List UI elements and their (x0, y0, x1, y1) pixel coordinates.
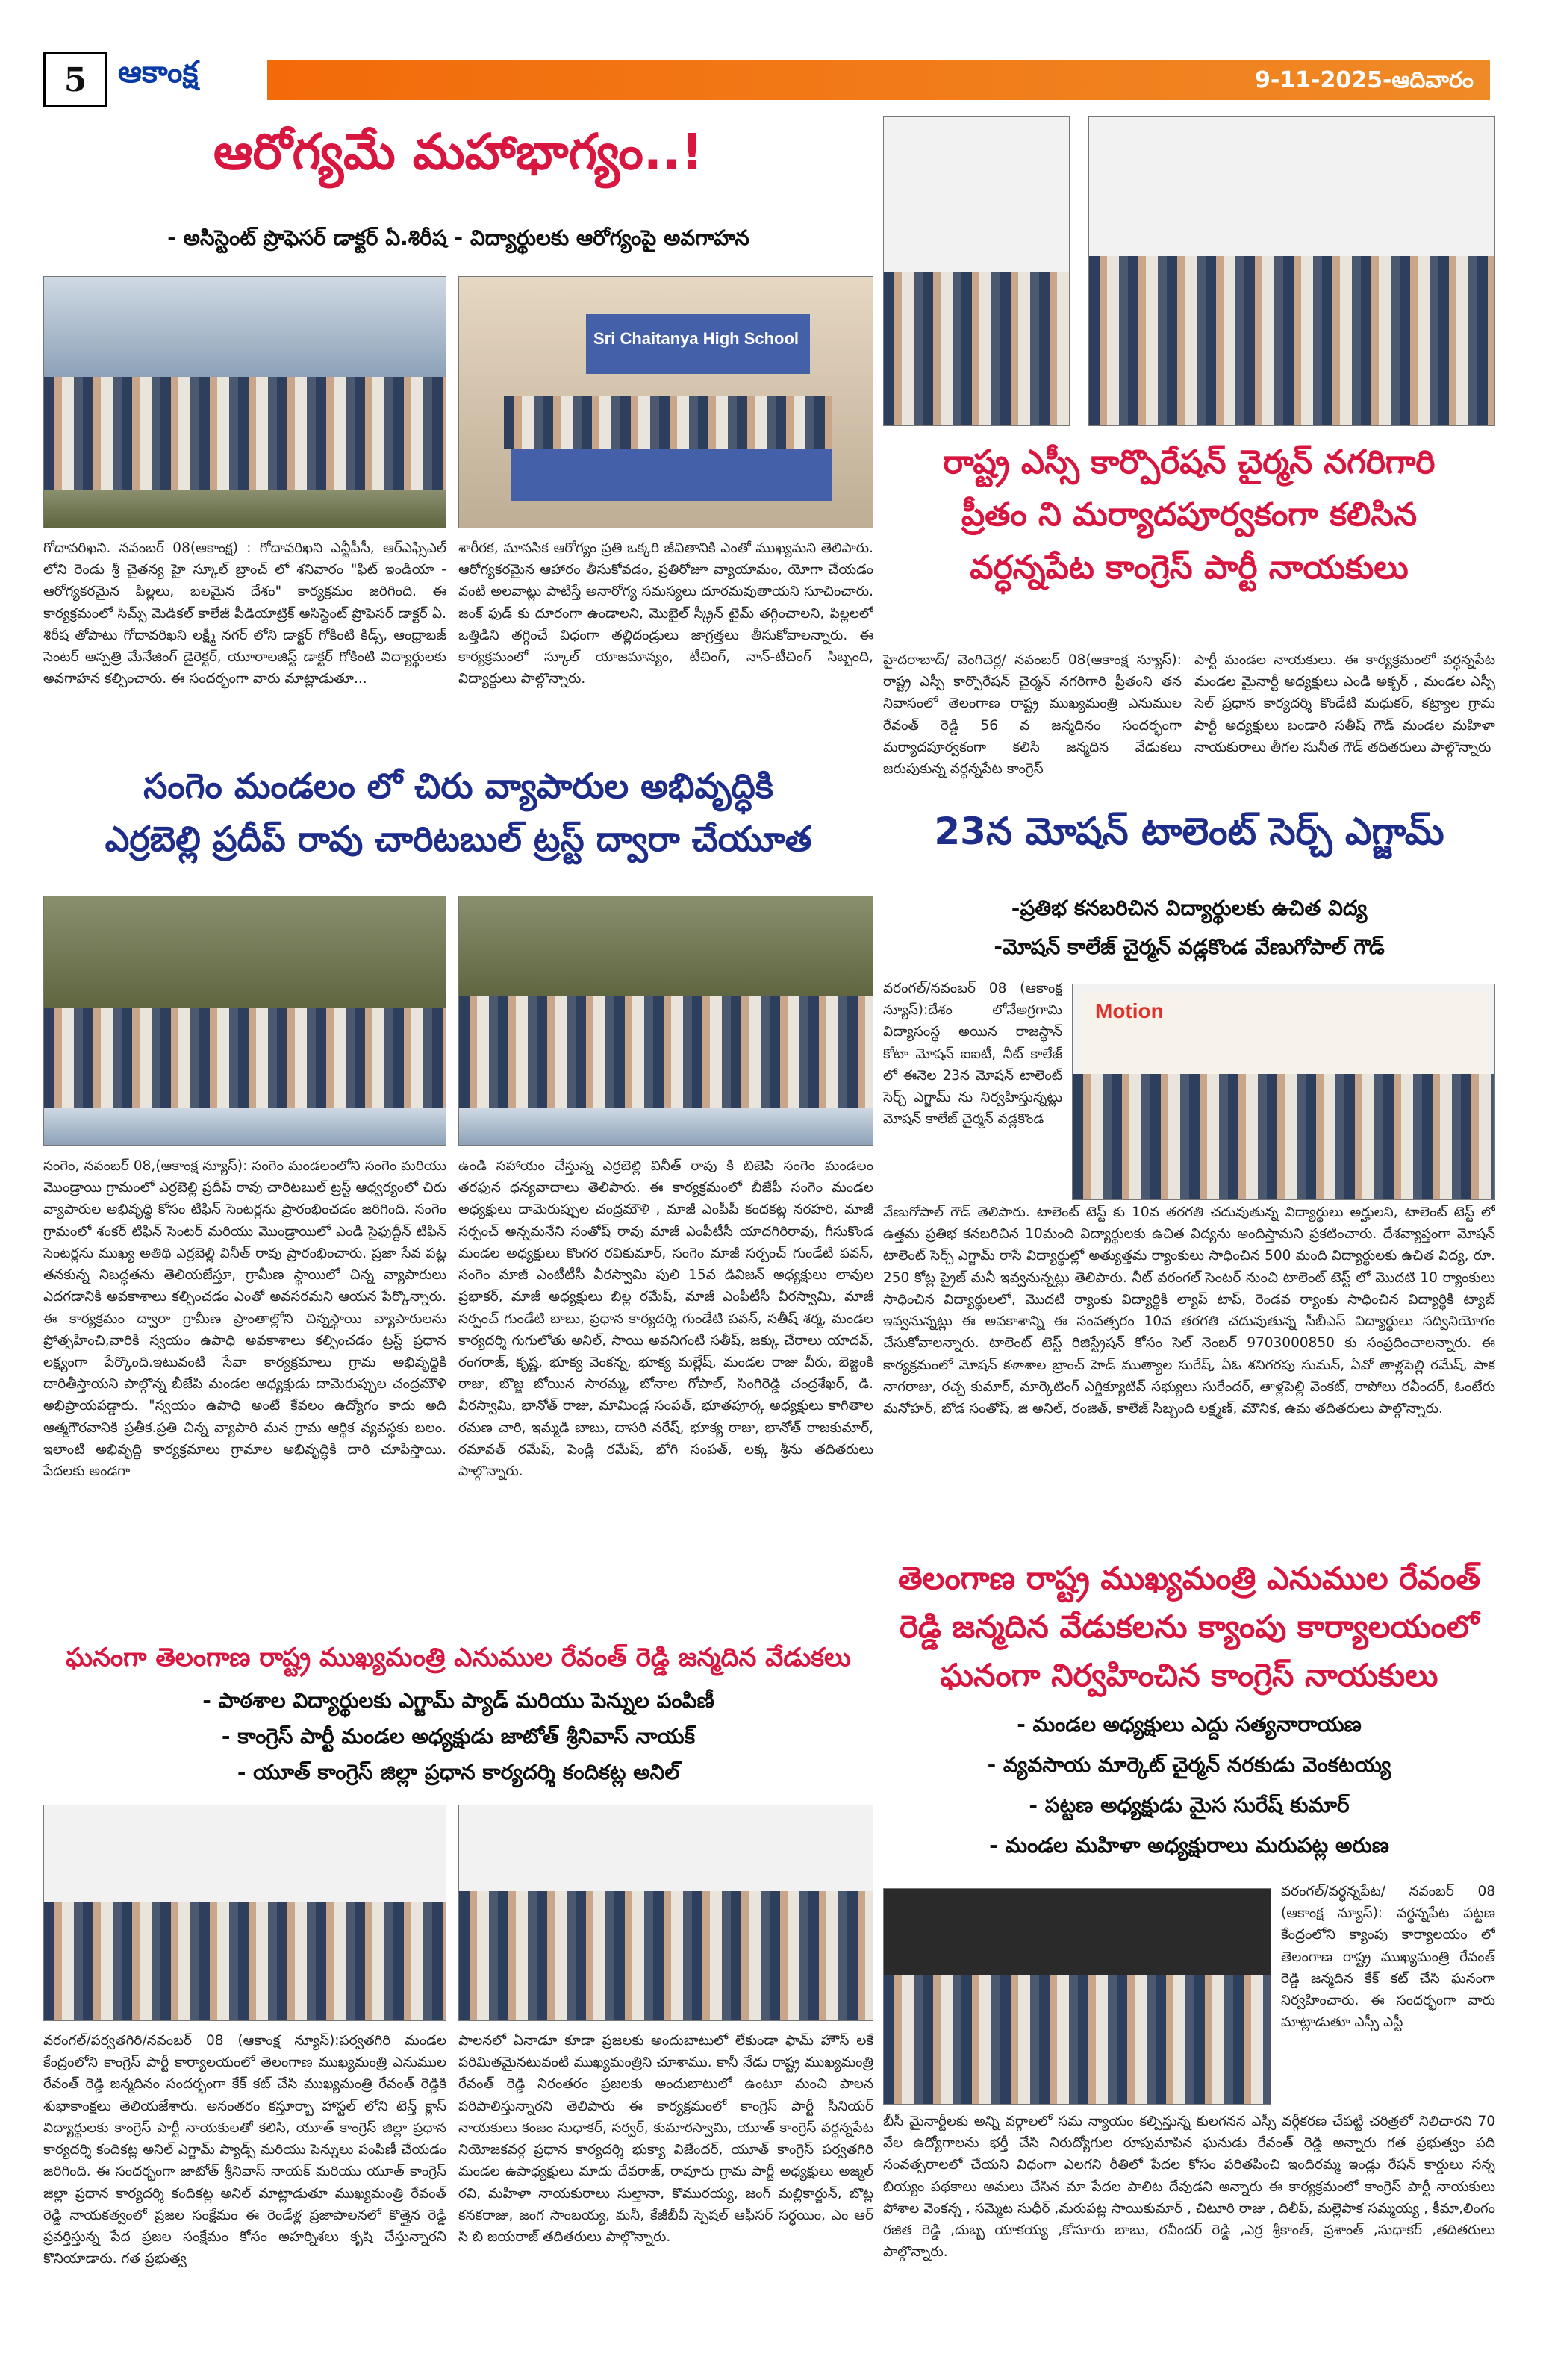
story6-sub4: - మండల మహిళా అధ్యక్షురాలు మరుపట్ల అరుణ (989, 1833, 1389, 1858)
story2-photo-right (1088, 116, 1495, 426)
paper-logo: ఆకాంక్ష (118, 55, 199, 90)
story5-sub2: - కాంగ్రెస్ పార్టీ మండల అధ్యక్షుడు జాటోత్ శ్రీనివాస్ నాయక్ (221, 1724, 696, 1749)
story3-col2: ఉండి సహాయం చేస్తున్న ఎర్రబెల్లి వినీత్ రావు కి బిజెపి సంగెం మండలం తరఫున ధన్యవాదాలు తెలిపారు. ఈ కార్యక్రమంలో బీజేపీ సంగెం మండల అధ్యక్షులు దామెరుప్పుల చంద్రమౌళి , మాజీ ఎంపీపీ కందకట్ల నరహరి, మాజీ సర్పంచ్ అన్నమనేని సంతోష్ రావు మాజీ ఎంపీటీసీ యాదగిరిరావు, గీసుకొండ మండల అధ్యక్షులు కొంగర రవికుమార్, సంగెం మాజీ సర్పంచ్ గుండేటి పవన్, సంగెం మాజీ ఎంటీటీసీ వీరస్వామి పులి 15వ డివిజన్ అధ్యక్షులు లావుల ప్రభాకర్, మాజీ అధ్యక్షులు బిల్ల రమేష్, మాజీ ఎంపీటీసీ వీరస్వామి, మాజీ సర్పంచ్ గుండేటి బాబు, ప్రధాన కార్యదర్శి గుండేటి పవన్, సతీష్ శర్మ, మండల కార్యదర్శి గుగులోతు అనిల్, సాయి అవనిగంటి సతీష్, జక్కు చేరాలు యాదవ్, రంగరాజ్, కృష్ణ, భూక్య వెంకన్న, భూక్య మల్లేష్, మండల రాజు వీరు, బెజ్జంకి రాజు, బొజ్జ బోయిన సారమ్మ, బోనాల గోపాల్, సింగిరెడ్డి చంద్రశేఖర్, డి. వీరస్వామి, భానోత్ రాజు, మామిండ్ల సంపత్, భూతపూర్క అధ్యక్షులు కాగితాల రమణ చారి, ఇమ్మడి బాబు, దాసరి నరేష్, భూక్య రాజు, భానోత్ రాజకుమార్, రమావత్ రమేష్, పెండ్లి రమేష్, భోగి సంపత్, లక్క శ్రీను తదితరులు పాల్గొన్నారు. (458, 1158, 873, 1480)
story4-photo (1072, 984, 1495, 1200)
story3-headline (43, 760, 873, 866)
story5-photo-left (43, 1805, 446, 2021)
story6-sub1: - మండల అధ్యక్షులు ఎద్దు సత్యనారాయణ (1017, 1712, 1362, 1737)
issue-date: 9-11-2025-ఆదివారం (1254, 67, 1474, 93)
story6-sub3: - పట్టణ అధ్యక్షుడు మైస సురేష్ కుమార్ (1029, 1793, 1350, 1817)
story2-headline-l2: ప్రీతం ని మర్యాదపూర్వకంగా కలిసిన (961, 496, 1418, 534)
story2-photo-left (883, 116, 1070, 426)
story3-headline-l2: ఎర్రబెల్లి ప్రదీప్ రావు చారిటబుల్ ట్రస్ట్ ద్వారా చేయూత (105, 819, 812, 860)
story4-sub2: -మోషన్ కాలేజ్ చైర్మన్ వడ్లకొండ వేణుగోపాల్ గౌడ్ (994, 934, 1385, 959)
story2-headline (883, 437, 1495, 594)
story3-photo-left (43, 896, 446, 1146)
story6-headline-l3: ఘనంగా నిర్వహించిన కాంగ్రెస్ నాయకులు (940, 1657, 1438, 1694)
masthead (43, 52, 1490, 107)
story6-headline-l2: రెడ్డి జన్మదిన వేడుకలను క్యాంపు కార్యాలయంలో (899, 1608, 1480, 1646)
story6-narrow: వరంగల్/వర్ధన్నపేట/ నవంబర్ 08 (ఆకాంక్ష న్యూస్): వర్ధన్నపేట పట్టణ కేంద్రంలోని క్యాంపు కార్యాలయం లో తెలంగాణ రాష్ట్ర ముఖ్యమంత్రి రేవంత్ రెడ్డి జన్మదిన కేక్ కట్ చేసి ఘనంగా నిర్వహించారు. ఈ సందర్భంగా వారు మాట్లాడుతూ ఎస్సీ ఎస్టీ (1281, 1884, 1495, 2031)
story6-headline (883, 1554, 1495, 1699)
story4-wide: వేణుగోపాల్ గౌడ్ తెలిపారు. టాలెంట్ టెస్ట్ కు 10వ తరగతి చదువుతున్న విద్యార్థులు అర్హులని, టాలెంట్ టెస్ట్ లో ఉత్తమ ప్రతిభ కనబరిచిన 10మంది విద్యార్థులకు ఉచిత విద్యను అందిస్తామని ప్రకటించారు. దేశవ్యాప్తంగా మోషన్ టాలెంట్ సెర్చ్ ఎగ్జామ్ రాసే విద్యార్థుల్లో అత్యుత్తమ ర్యాంకులు సాధించిన 500 మంది విద్యార్థులకు ఉచిత విద్య, రూ. 250 కోట్ల ప్రైజ్ మనీ ఇవ్వనున్నట్లు తెలిపారు. నీట్ వరంగల్ సెంటర్ నుంచి టాలెంట్ టెస్ట్ లో మొదటి 10 ర్యాంకులు సాధించిన విద్యార్థులలో, మొదటి ర్యాంకు విద్యార్థికి ల్యాప్ టాప్, రెండవ ర్యాంకు సాధించిన విద్యార్థికి ట్యాబ్ ఇవ్వనున్నట్లు ఈ అవకాశాన్ని ఈ సంవత్సరం 10వ తరగతి చదువుతున్న సీబీఎస్ విద్యార్థులు సద్వినియోగం చేసుకోవాలన్నారు. టాలెంట్ టెస్ట్ రిజిస్ట్రేషన్ కోసం సెల్ నెంబర్ 9703000850 కు సంప్రదించాలన్నారు. ఈ కార్యక్రమంలో మోషన్ కళాశాల బ్రాంచ్ హెడ్ ముత్యాల సురేష్, ఏఓ శనిగరపు సుమన్, ఏవో తాళ్లపెల్లి రమేష్, పాక నాగరాజు, రచ్చ కుమార్, మార్కెటింగ్ ఎగ్జిక్యూటివ్ సభ్యులు సురేందర్, తాళ్లపెల్లి వెంకట్, రాపోలు రవీందర్, ఓంటేరు మనోహర్, బోడ సంతోష్, జి అనిల్, రంజిత్, కాలేజ్ సిబ్బంది లక్ష్మణ్, మౌనిక, ఉమ తదితరులు పాల్గొన్నారు. (883, 1205, 1495, 1417)
story5-sub1: - పాఠశాల విద్యార్థులకు ఎగ్జామ్ ప్యాడ్ మరియు పెన్నుల పంపిణీ (202, 1688, 714, 1713)
story2-col2: పార్టీ మండల నాయకులు. ఈ కార్యక్రమంలో వర్ధన్నపేట మండల మైనార్టీ అధ్యక్షులు ఎండి అక్బర్ , మండల ఎస్సీ సెల్ ప్రధాన కార్యదర్శి కొండేటి మధుకర్, కట్ర్యాల గ్రామ పార్టీ అధ్యక్షులు బండారి సతీష్ గౌడ్ మండల మహిళా నాయకురాలు తీగల సునీత గౌడ్ తదితరులు పాల్గొన్నారు (1194, 652, 1495, 755)
story5-sub3: - యూత్ కాంగ్రెస్ జిల్లా ప్రధాన కార్యదర్శి కందికట్ల అనిల్ (237, 1760, 680, 1784)
story3-headline-l1: సంగెం మండలం లో చిరు వ్యాపారుల అభివృద్ధికి (143, 766, 773, 806)
story2-headline-l1: రాష్ట్ర ఎస్సీ కార్పొరేషన్ చైర్మన్ నగరిగారి (943, 443, 1436, 481)
story4-sub1: -ప్రతిభ కనబరిచిన విద్యార్థులకు ఉచిత విద్య (1011, 896, 1368, 920)
story6-photo (883, 1888, 1271, 2105)
header-bar (267, 60, 1490, 100)
story1-headline: ఆరోగ్యమే మహాభాగ్యం..! (213, 123, 704, 181)
story4-headline: 23న మోషన్ టాలెంట్ సెర్చ్ ఎగ్జామ్ (934, 810, 1444, 853)
story2-headline-l3: వర్ధన్నపేట కాంగ్రెస్ పార్టీ నాయకులు (970, 548, 1409, 587)
motion-banner: Motion (1080, 992, 1489, 1074)
story5-headline: ఘనంగా తెలంగాణ రాష్ట్ర ముఖ్యమంత్రి ఎనుముల రేవంత్ రెడ్డి జన్మదిన వేడుకలు (66, 1643, 851, 1672)
story1-photo-stage (458, 276, 873, 528)
story1-col1: గోదావరిఖని. నవంబర్ 08(ఆకాంక్ష) : గోదావరిఖని ఎన్టీపీసీ, ఆర్ఎఫ్సిఎల్ లోని రెండు శ్రీ చైతన్య హై స్కూల్ బ్రాంచ్ లో శనివారం "ఫిట్ ఇండియా - ఆరోగ్యకరమైన పిల్లలు, బలమైన దేశం" కార్యక్రమం జరిగింది. ఈ కార్యక్రమంలో సిమ్స్ మెడికల్ కాలేజీ పీడియాట్రిక్ అసిస్టెంట్ ప్రొఫెసర్ డాక్టర్ ఏ. శిరీష తోపాటు గోదావరిఖని లక్ష్మీ నగర్ లోని డాక్టర్ గోకింటి కిడ్స్, ఆంధ్రాబజ్ సెంటర్ ఆస్పత్రి మేనేజింగ్ డైరెక్టర్, యూరాలజిస్ట్ డాక్టర్ గోకింటి విద్యార్థులకు అవగాహన కల్పించారు. ఈ సందర్భంగా వారు మాట్లాడుతూ... (43, 540, 446, 687)
story6-wide: బీసీ మైనార్టీలకు అన్ని వర్గాలలో సమ న్యాయం కల్పిస్తున్న కులగనన ఎస్సీ వర్గీకరణ చేపట్టి చరిత్రలో నిలిచారని 70 వేల ఉద్యోగాలను భర్తీ చేసి నిరుద్యోగుల రూపుమాపిన ఘనుడు రేవంత్ రెడ్డి అన్నారు గత ప్రభుత్వం పది సంవత్సరాలలో చేయని విధంగా ఎలగని రీతిలో పేదల కోసం పరితపించి ఇందిరమ్మ ఇండ్లు రేషన్ కార్డులు సన్న బియ్యం పథకాలు అమలు చేసిన మా పేదల పాలిట దేవుడని అన్నారు ఈ కార్యక్రమంలో కాంగ్రెస్ పార్టీ నాయకులు పోశాల వెంకన్న , సమ్మెట సుధీర్ ,మరుపట్ల సాయికుమార్ , చిటూరి రాజు , దిలీప్, మల్లెపాక సమ్మయ్య , కీమా,లింగం రజిత రెడ్డి ,దుబ్బ యాకయ్య ,కోసూరు బాబు, రవీందర్ రెడ్డి ,ఎర్ర శ్రీకాంత్, ప్రశాంత్ ,సుధాకర్ ,తదితరులు పాల్గొన్నారు. (883, 2114, 1495, 2261)
story5-col2: పాలనలో ఏనాడూ కూడా ప్రజలకు అందుబాటులో లేకుండా ఫామ్ హౌస్ లకే పరిమితమైనటువంటి ముఖ్యమంత్రిని చూశాము. కానీ నేడు రాష్ట్ర ముఖ్యమంత్రి రేవంత్ రెడ్డి నిరంతరం ప్రజలకు అందుబాటులో ఉంటూ మంచి పాలన పరిపాలిస్తున్నారని తెలిపారు ఈ కార్యక్రమంలో కాంగ్రెస్ పార్టీ సీనియర్ నాయకులు కంజం సుధాకర్, సర్వర్, కుమారస్వామి, యూత్ కాంగ్రెస్ వర్ధన్నపేట నియోజకవర్గ ప్రధాన కార్యదర్శి భుక్యా విజేందర్, యూత్ కాంగ్రెస్ పర్వతగిరి మండల ఉపాధ్యక్షులు మాదు దేవరాజ్, రావూరు గ్రామ పార్టీ అధ్యక్షులు అజ్మల్ రవి, మహిళా నాయకురాలు సుల్తానా, కొమురయ్య, జంగ్ మల్లికార్జున్, బొట్ల కనకరాజు, జంగ సాంబయ్య, మనీ, కేజీబీవీ స్పెషల్ ఆఫీసర్ సర్ధయిం, ఎం ఆర్ సి బి జయరాజ్ తదితరులు పాల్గొన్నారు. (458, 2033, 873, 2245)
story3-photo-right (458, 896, 873, 1146)
story3-col1: సంగెం, నవంబర్ 08,(ఆకాంక్ష న్యూస్): సంగెం మండలంలోని సంగెం మరియు మొండ్రాయి గ్రామంలో ఎర్రబెల్లి ప్రదీప్ రావు చారిటబుల్ ట్రస్ట్ ఆధ్వర్యంలో చిరు వ్యాపారుల అభివృద్ధి కోసం టిఫిన్ సెంటర్లను ప్రారంభించడం జరిగింది. సంగెం గ్రామంలో శంకర్ టిఫిన్ సెంటర్ మరియు మొండ్రాయిలో ఎండి సైఫుద్దీన్ టిఫిన్ సెంటర్లను ముఖ్య అతిథి ఎర్రబెల్లి వినీత్ రావు ప్రారంభించారు. ప్రజా సేవ పట్ల తనకున్న నిబద్ధతను తెలియజేస్తూ, గ్రామీణ స్థాయిలో చిన్న వ్యాపారులు ఎదగడానికి అవకాశాలు కల్పించడం ఎంతో అవసరమని ఆయన పేర్కొన్నారు. ఈ కార్యక్రమం ద్వారా గ్రామీణ ప్రాంతాల్లోని చిన్నస్థాయి వ్యాపారులను ప్రోత్సహించి,వారికి స్వయం ఉపాధి అవకాశాలు కల్పించడం ట్రస్ట్ ప్రధాన లక్ష్యంగా పేర్కొంది.ఇటువంటి సేవా కార్యక్రమాలు గ్రామ అభివృద్ధికి దారితీస్తాయని పాల్గొన్న బీజేపి మండల అధ్యక్షుడు దామెరుప్పుల చంద్రమౌళి అభిప్రాయపడ్డారు. "స్వయం ఉపాధి అంటే కేవలం ఉద్యోగం కాదు అది ఆత్మగౌరవానికి ప్రతీక.ప్రతి చిన్న వ్యాపారి మన గ్రామ ఆర్థిక వ్యవస్థకు బలం. ఇలాంటి అభివృద్ధి కార్యక్రమాలు గ్రామాల అభివృద్ధికి దారి చూపిస్తాయి. పేదలకు అండగా (43, 1158, 446, 1480)
story6-headline-l1: తెలంగాణ రాష్ట్ర ముఖ్యమంత్రి ఎనుముల రేవంత్ (897, 1560, 1480, 1596)
story1-subhead: - అసిస్టెంట్ ప్రొఫెసర్ డాక్టర్ ఏ.శిరీష - విద్యార్థులకు ఆరోగ్యంపై అవగాహన (167, 225, 749, 250)
page-number: 5 (43, 52, 107, 107)
story5-col1: వరంగల్/పర్వతగిరి/నవంబర్ 08 (ఆకాంక్ష న్యూస్):పర్వతగిరి మండల కేంద్రంలోని కాంగ్రెస్ పార్టీ కార్యాలయంలో తెలంగాణ ముఖ్యమంత్రి ఎనుముల రేవంత్ రెడ్డి జన్మదినం సందర్భంగా కేక్ కట్ చేసి ముఖ్యమంత్రి రేవంత్ రెడ్డికి శుభాకాంక్షలు తెలియజేశారు. అనంతరం కస్తూర్బా హాస్టల్ లోని టెన్త్ క్లాస్ విద్యార్థులకు కాంగ్రెస్ పార్టీ నాయకులతో కలిసి, యూత్ కాంగ్రెస్ జిల్లా ప్రధాన కార్యదర్శి కందికట్ల అనిల్ ఎగ్జామ్ ప్యాడ్స్ మరియు పెన్నులు పంపిణీ చేయడం జరిగింది. ఈ సందర్భంగా జాటోత్ శ్రీనివాస్ నాయక్ మరియు యూత్ కాంగ్రెస్ జిల్లా ప్రధాన కార్యదర్శి కందికట్ల అనిల్ మాట్లాడుతూ ముఖ్యమంత్రి రేవంత్ రెడ్డి నాయకత్వంలో ప్రజల సంక్షేమం ఈ రెండేళ్ల ప్రజాపాలనలో కొత్తైన రెడ్డి ప్రవర్తిస్తున్న పేద ప్రజల సంక్షేమం కోసం అహర్నిశలు కృషి చేస్తున్నారని కొనియాడారు. గత ప్రభుత్వ (43, 2033, 446, 2267)
story2-col1: హైదరాబాద్/ వెంగిచెర్ల/ నవంబర్ 08(ఆకాంక్ష న్యూస్): రాష్ట్ర ఎస్సీ కార్పొరేషన్ చైర్మన్ నగరిగారి ప్రీతంని తన నివాసంలో తెలంగాణ రాష్ట్ర ముఖ్యమంత్రి ఎనుముల రేవంత్ రెడ్డి 56 వ జన్మదినం సందర్భంగా మర్యాదపూర్వకంగా కలిసి జన్మదిన వేడుకలు జరుపుకున్న వర్ధన్నపేట కాంగ్రెస్ (883, 652, 1182, 778)
story1-photo-students (43, 276, 446, 528)
story6-sub2: - వ్యవసాయ మార్కెట్ చైర్మన్ నరకుడు వెంకటయ్య (987, 1752, 1391, 1777)
story5-photo-right (458, 1805, 873, 2021)
story1-col2: శారీరక, మానసిక ఆరోగ్యం ప్రతి ఒక్కరి జీవితానికి ఎంతో ముఖ్యమని తెలిపారు. ఆరోగ్యకరమైన ఆహారం తీసుకోవడం, ప్రతిరోజూ వ్యాయామం, యోగా చేయడం వంటి అలవాట్లు పాటిస్తే అనారోగ్య సమస్యలు దూరమవుతాయని సూచించారు. జంక్ ఫుడ్ కు దూరంగా ఉండాలని, మొబైల్ స్క్రీన్ టైమ్ తగ్గించాలని, పిల్లలలో ఒత్తిడిని తగ్గించే విధంగా తల్లిదండ్రులు జాగ్రత్తలు తీసుకోవాలన్నారు. ఈ కార్యక్రమంలో స్కూల్ యాజమాన్యం, టీచింగ్, నాన్-టీచింగ్ సిబ్బంది, విద్యార్థులు పాల్గొన్నారు. (458, 540, 873, 687)
story4-narrow: వరంగల్/నవంబర్ 08 (ఆకాంక్ష న్యూస్):దేశం లోనేఅగ్రగామి విద్యాసంస్థ అయిన రాజస్థాన్ కోటా మోషన్ ఐఐటీ, నీట్ కాలేజ్ లో ఈనెల 23న మోషన్ టాలెంట్ సెర్చ్ ఎగ్జామ్ ను నిర్వహిస్తున్నట్లు మోషన్ కాలేజ్ చైర్మన్ వడ్లకొండ (883, 981, 1062, 1128)
school-banner: Sri Chaitanya High School (586, 314, 810, 374)
